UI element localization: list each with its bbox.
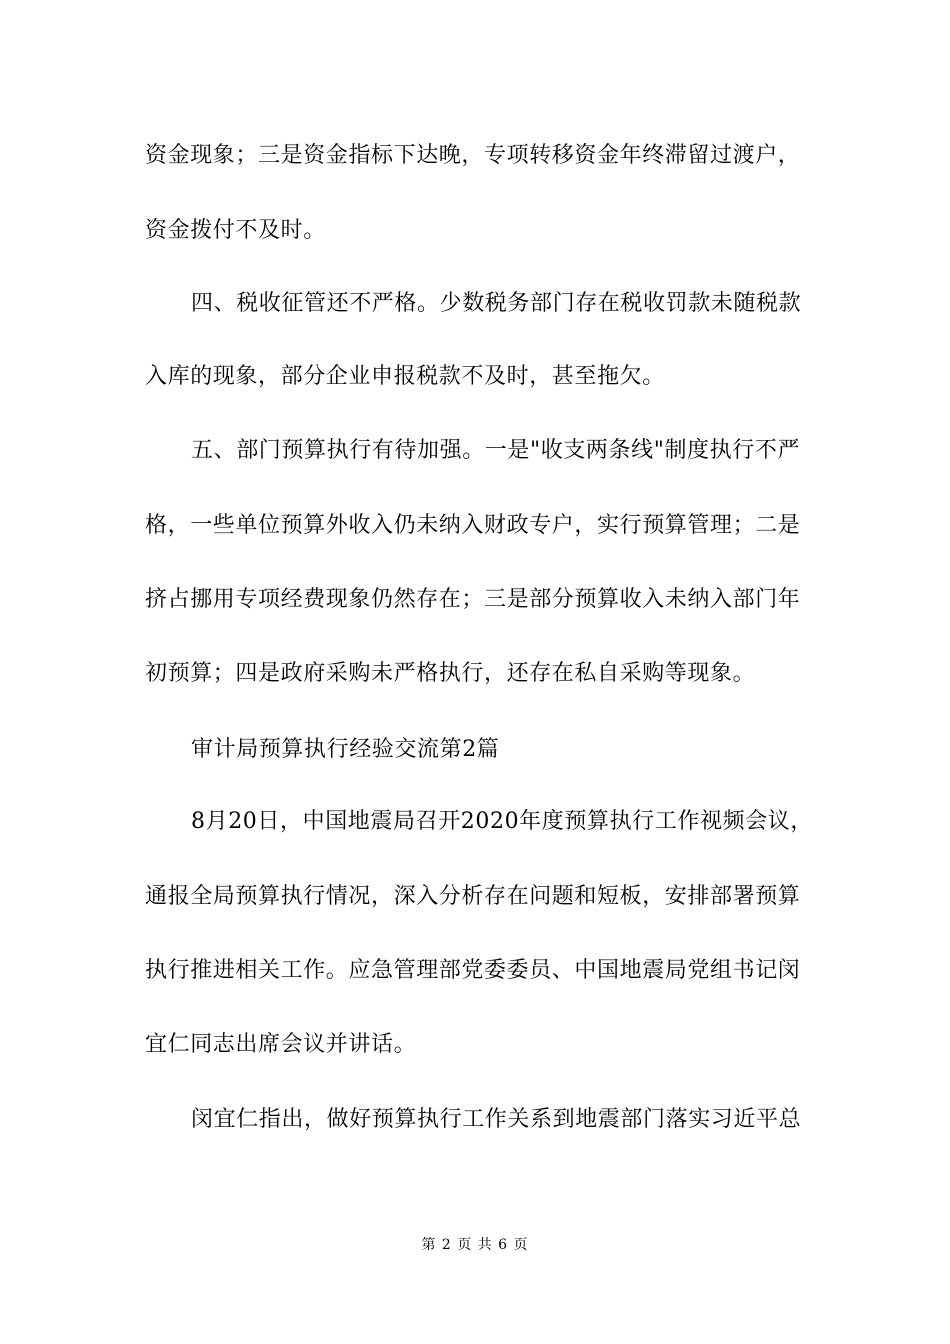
text-line: 格，一些单位预算外收入仍未纳入财政专户，实行预算管理；二是 xyxy=(145,513,801,538)
text-line: 初预算；四是政府采购未严格执行，还存在私自采购等现象。 xyxy=(145,661,756,686)
paragraph-start-line: 8月20日，中国地震局召开2020年度预算执行工作视频会议， xyxy=(191,809,813,834)
paragraph-start-line: 闵宜仁指出，做好预算执行工作关系到地震部门落实习近平总 xyxy=(191,1107,802,1132)
paragraph-start-line: 四、税收征管还不严格。少数税务部门存在税收罚款未随税款 xyxy=(191,291,802,316)
text-line: 挤占挪用专项经费现象仍然存在；三是部分预算收入未纳入部门年 xyxy=(145,587,801,612)
text-line: 通报全局预算执行情况，深入分析存在问题和短板，安排部署预算 xyxy=(145,884,801,909)
text-line: 资金现象；三是资金指标下达晚，专项转移资金年终滞留过渡户， xyxy=(145,143,801,168)
text-line: 宜仁同志出席会议并讲话。 xyxy=(145,1032,417,1057)
text-line: 入库的现象，部分企业申报税款不及时，甚至拖欠。 xyxy=(145,364,665,389)
page-footer: 第 2 页 共 6 页 xyxy=(421,1237,529,1253)
text-line: 执行推进相关工作。应急管理部党委委员、中国地震局党组书记闵 xyxy=(145,958,801,983)
text-line: 资金拨付不及时。 xyxy=(145,218,326,243)
paragraph-start-line: 五、部门预算执行有待加强。一是"收支两条线"制度执行不严 xyxy=(191,438,801,463)
section-heading: 审计局预算执行经验交流第2篇 xyxy=(191,737,500,762)
